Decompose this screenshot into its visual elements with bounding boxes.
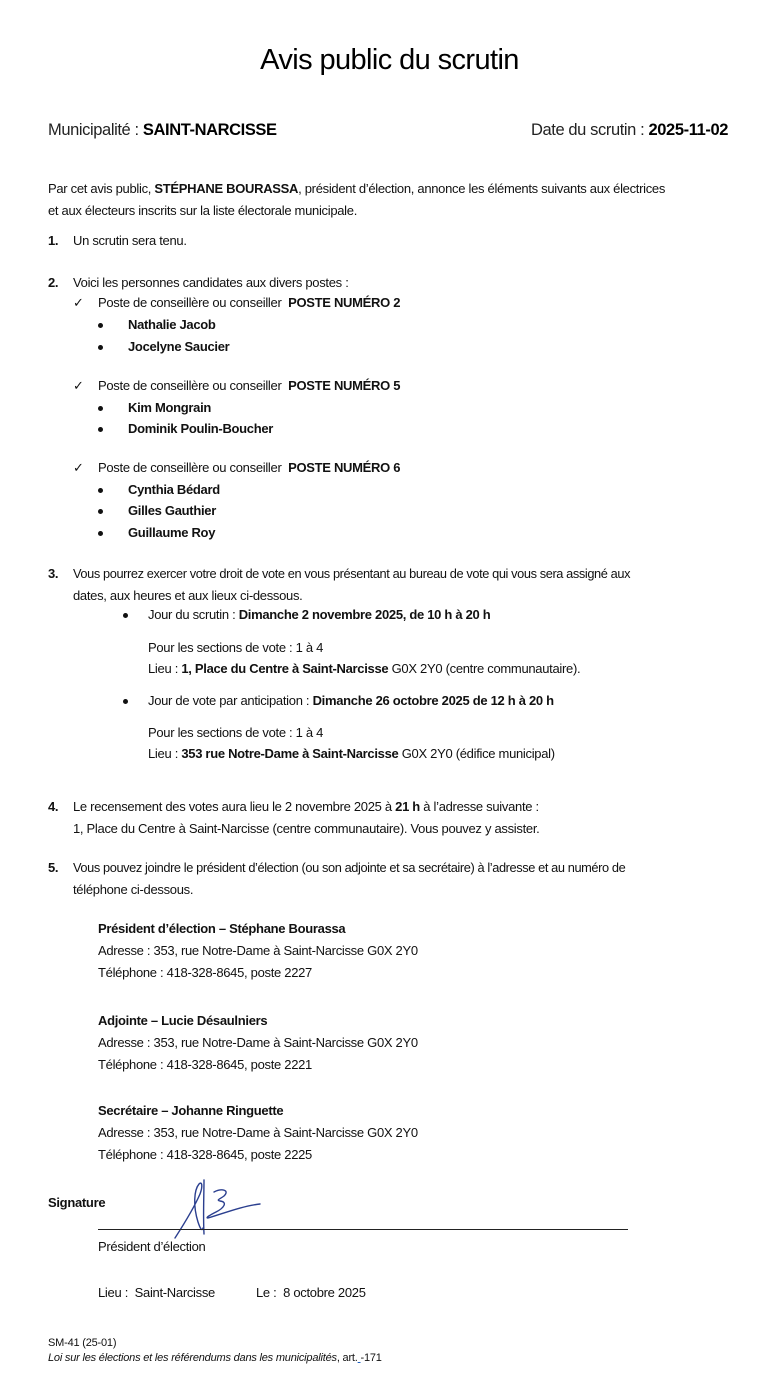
scrutin-date	[531, 121, 728, 140]
lieu-label: Lieu :	[98, 1285, 135, 1300]
signature-role: Président d’élection	[98, 1239, 206, 1254]
law-reference: Loi sur les élections et les référendums dans les municipalités	[48, 1352, 337, 1364]
bullet-icon	[98, 323, 103, 328]
scrutin-lieu	[148, 658, 580, 680]
item-text-line1: Vous pourrez exercer votre droit de vote en vous présentant au bureau de vote qui vous sera assigné aux	[73, 566, 631, 581]
item-text: Un scrutin sera tenu.	[73, 233, 187, 248]
lieu-address: 353 rue Notre-Dame à Saint-Narcisse	[181, 746, 399, 761]
contact-adjointe	[98, 1010, 418, 1076]
date-label: Le :	[256, 1285, 284, 1300]
item-text-line2: téléphone ci-dessous.	[73, 882, 194, 897]
item-4	[48, 796, 768, 836]
handwritten-signature	[172, 1178, 267, 1240]
candidate-name: Gilles Gauthier	[128, 503, 216, 518]
candidate-name: Nathalie Jacob	[128, 317, 216, 332]
candidate	[98, 479, 220, 501]
item-number: 4.	[48, 799, 59, 814]
bullet-icon	[98, 531, 103, 536]
law-article-prefix: , art.	[336, 1352, 358, 1364]
item-1	[48, 230, 187, 252]
item-2	[48, 272, 748, 294]
item-number: 2.	[48, 275, 59, 290]
item-number: 5.	[48, 860, 59, 875]
intro-prefix: Par cet avis public,	[48, 181, 155, 196]
bullet-icon	[123, 699, 128, 704]
intro-suffix: , président d’élection, annonce les éléments suivants aux électrices	[298, 181, 666, 196]
poste-number: POSTE NUMÉRO 2	[288, 295, 401, 310]
scrutin-day-label: Jour du scrutin :	[148, 607, 239, 622]
check-icon: ✓	[73, 295, 84, 310]
item-text-line2: dates, aux heures et aux lieux ci-dessous.	[73, 588, 303, 603]
contact-phone: Téléphone : 418-328-8645, poste 2227	[98, 965, 312, 980]
scrutin-day	[123, 604, 491, 626]
lieu-label: Lieu :	[148, 661, 182, 676]
signature-place-date	[98, 1282, 366, 1304]
municipality-label: Municipalité :	[48, 121, 143, 139]
candidate-name: Cynthia Bédard	[128, 482, 220, 497]
date-value: 2025-11-02	[648, 121, 728, 139]
recount-text-end: à l’adresse suivante :	[419, 799, 539, 814]
signature-line	[98, 1229, 628, 1230]
page-title: Avis public du scrutin	[260, 44, 519, 76]
returning-officer-name: STÉPHANE BOURASSA	[154, 181, 299, 196]
poste-label: Poste de conseillère ou conseiller	[98, 460, 285, 475]
lieu-rest: G0X 2Y0 (édifice municipal)	[398, 746, 555, 761]
signature-label: Signature	[48, 1195, 106, 1210]
candidate	[98, 397, 212, 419]
check-icon: ✓	[73, 460, 84, 475]
date-label: Date du scrutin :	[530, 121, 649, 139]
lieu-rest: G0X 2Y0 (centre communautaire).	[388, 661, 581, 676]
poste-number: POSTE NUMÉRO 6	[288, 460, 401, 475]
bullet-icon	[98, 509, 103, 514]
anticipation-label: Jour de vote par anticipation :	[148, 693, 313, 708]
candidate	[98, 500, 216, 522]
contact-secretaire	[98, 1100, 418, 1166]
contact-title: Secrétaire – Johanne Ringuette	[98, 1103, 284, 1118]
candidate-name: Kim Mongrain	[128, 400, 212, 415]
municipality	[48, 121, 277, 140]
lieu-label: Lieu :	[148, 746, 182, 761]
check-icon: ✓	[73, 378, 84, 393]
intro-line2: et aux électeurs inscrits sur la liste électorale municipale.	[48, 203, 358, 218]
anticipation-value: Dimanche 26 octobre 2025 de 12 h à 20 h	[312, 693, 554, 708]
candidate	[98, 336, 230, 358]
contact-title: Adjointe – Lucie Désaulniers	[98, 1013, 268, 1028]
scrutin-sections: Pour les sections de vote : 1 à 4	[148, 640, 324, 655]
anticipation-day	[123, 690, 554, 712]
recount-address: 1, Place du Centre à Saint-Narcisse (centre communautaire). Vous pouvez y assister.	[73, 821, 540, 836]
item-5	[48, 857, 768, 897]
poste-number: POSTE NUMÉRO 5	[288, 378, 401, 393]
intro-paragraph	[48, 178, 748, 222]
contact-president	[98, 918, 418, 984]
municipality-value: SAINT-NARCISSE	[142, 121, 277, 139]
recount-time: 21 h	[395, 799, 420, 814]
lieu-address: 1, Place du Centre à Saint-Narcisse	[181, 661, 389, 676]
candidate-name: Dominik Poulin-Boucher	[128, 421, 274, 436]
item-3	[48, 563, 768, 603]
contact-address: Adresse : 353, rue Notre-Dame à Saint-Narcisse G0X 2Y0	[98, 1125, 418, 1140]
bullet-icon	[98, 427, 103, 432]
candidate-name: Jocelyne Saucier	[128, 339, 230, 354]
poste-6	[73, 457, 401, 479]
lieu-value: Saint-Narcisse	[134, 1285, 215, 1300]
poste-5	[73, 375, 401, 397]
contact-address: Adresse : 353, rue Notre-Dame à Saint-Narcisse G0X 2Y0	[98, 1035, 418, 1050]
recount-text: Le recensement des votes aura lieu le 2 novembre 2025 à	[73, 799, 396, 814]
candidate-name: Guillaume Roy	[128, 525, 216, 540]
anticipation-lieu	[148, 743, 555, 765]
bullet-icon	[98, 345, 103, 350]
bullet-icon	[123, 613, 128, 618]
item-text: Voici les personnes candidates aux divers postes :	[73, 275, 349, 290]
scrutin-day-value: Dimanche 2 novembre 2025, de 10 h à 20 h	[238, 607, 491, 622]
candidate	[98, 418, 274, 440]
anticipation-sections: Pour les sections de vote : 1 à 4	[148, 725, 324, 740]
signature-stroke	[207, 1190, 260, 1218]
poste-2	[73, 292, 401, 314]
footer	[48, 1336, 382, 1366]
item-number: 3.	[48, 566, 59, 581]
contact-phone: Téléphone : 418-328-8645, poste 2225	[98, 1147, 312, 1162]
contact-phone: Téléphone : 418-328-8645, poste 2221	[98, 1057, 312, 1072]
bullet-icon	[98, 406, 103, 411]
item-number: 1.	[48, 233, 59, 248]
law-article-number: -171	[360, 1352, 382, 1364]
contact-address: Adresse : 353, rue Notre-Dame à Saint-Narcisse G0X 2Y0	[98, 943, 418, 958]
poste-label: Poste de conseillère ou conseiller	[98, 295, 285, 310]
candidate	[98, 522, 216, 544]
poste-label: Poste de conseillère ou conseiller	[98, 378, 285, 393]
item-text-line1: Vous pouvez joindre le président d’élection (ou son adjointe et sa secrétaire) à l’adresse et au numéro de	[73, 860, 626, 875]
bullet-icon	[98, 488, 103, 493]
candidate	[98, 314, 216, 336]
contact-title: Président d’élection – Stéphane Bourassa	[98, 921, 346, 936]
date-value: 8 octobre 2025	[283, 1285, 366, 1300]
form-code: SM-41 (25-01)	[48, 1337, 117, 1349]
